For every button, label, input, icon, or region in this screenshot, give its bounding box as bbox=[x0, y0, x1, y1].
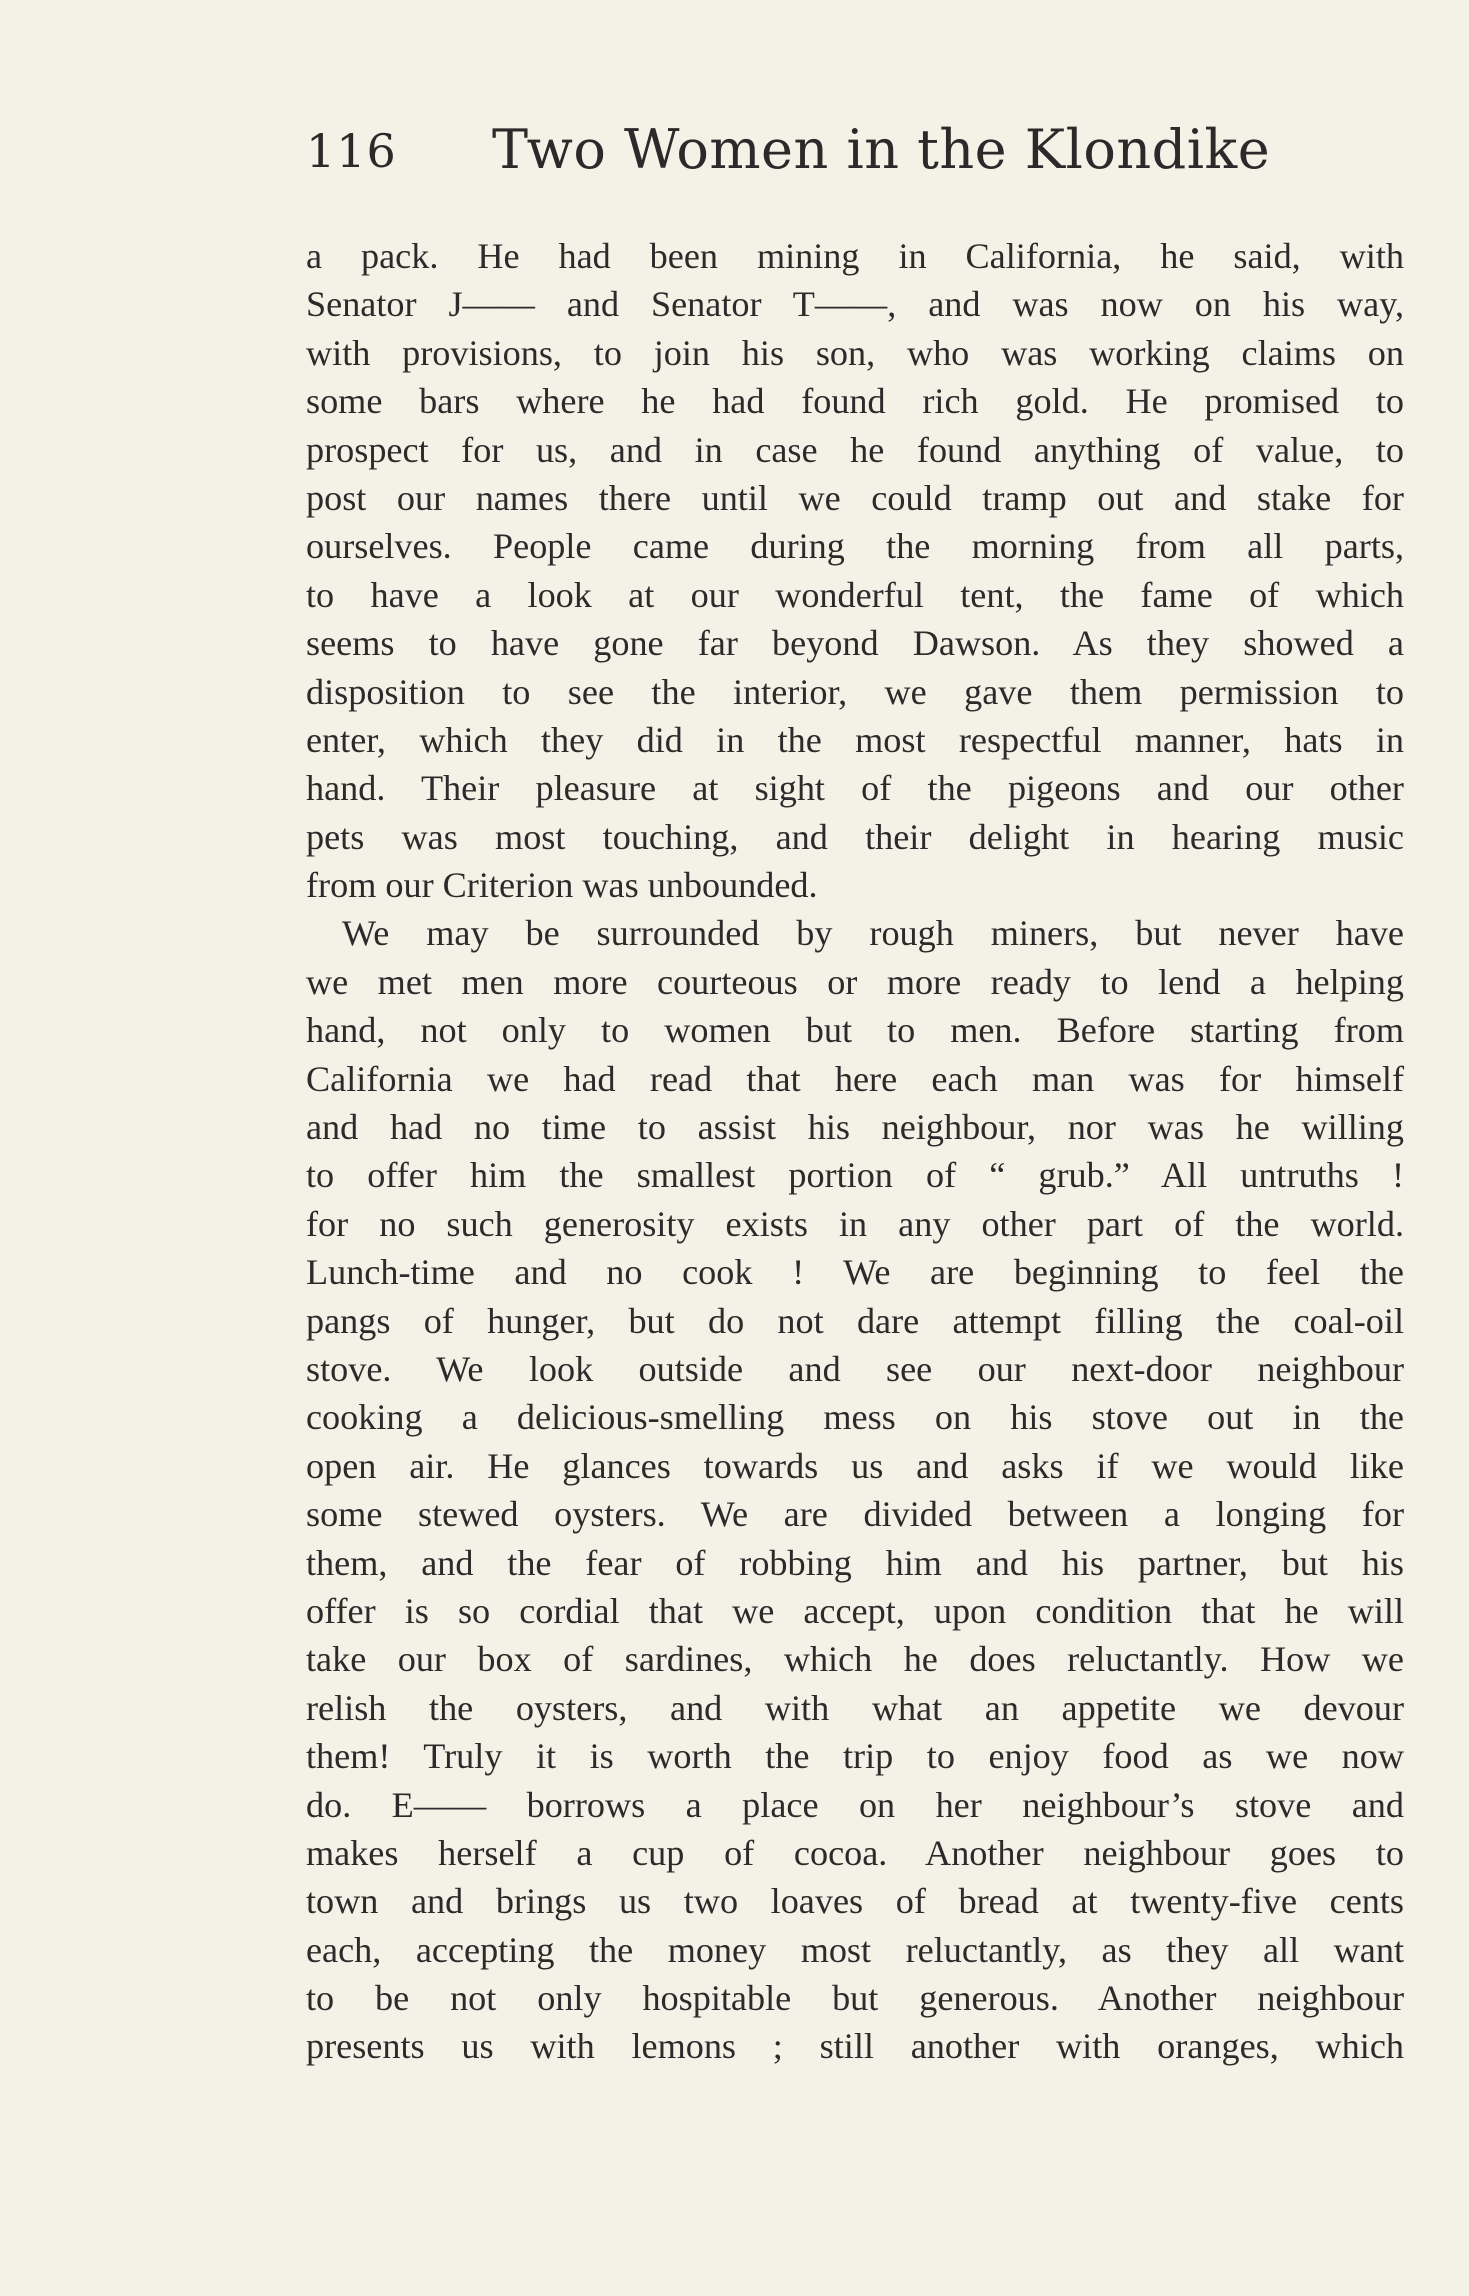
text-line: Senator J—— and Senator T——, and was now on his way, bbox=[306, 284, 1404, 325]
text-line: do. E—— borrows a place on her neighbour’s stove and bbox=[306, 1784, 1404, 1825]
text-line: town and brings us two loaves of bread at twenty-five cents bbox=[306, 1881, 1404, 1922]
text-line: to be not only hospitable but generous. Another neighbour bbox=[306, 1978, 1404, 2019]
text-line: relish the oysters, and with what an appetite we devour bbox=[306, 1687, 1404, 1728]
text-line: to offer him the smallest portion of “ grub.” All untruths ! bbox=[306, 1155, 1404, 1196]
text-line: post our names there until we could tramp out and stake for bbox=[306, 477, 1404, 518]
body-text bbox=[306, 232, 1404, 2071]
text-line: some bars where he had found rich gold. He promised to bbox=[306, 381, 1404, 422]
text-line: take our box of sardines, which he does reluctantly. How we bbox=[306, 1639, 1404, 1680]
text-line: hand, not only to women but to men. Before starting from bbox=[306, 1010, 1404, 1051]
text-line: offer is so cordial that we accept, upon condition that he will bbox=[306, 1590, 1404, 1631]
text-line: with provisions, to join his son, who was working claims on bbox=[306, 332, 1404, 373]
text-line: pets was most touching, and their delight in hearing music bbox=[306, 816, 1404, 857]
page-number: 116 bbox=[306, 124, 397, 178]
text-line: ourselves. People came during the morning from all parts, bbox=[306, 526, 1404, 567]
text-line: seems to have gone far beyond Dawson. As they showed a bbox=[306, 623, 1404, 664]
text-line: we met men more courteous or more ready to lend a helping bbox=[306, 961, 1404, 1002]
text-line: presents us with lemons ; still another with oranges, which bbox=[306, 2026, 1404, 2067]
text-line: and had no time to assist his neighbour, nor was he willing bbox=[306, 1107, 1404, 1148]
text-line: them! Truly it is worth the trip to enjoy food as we now bbox=[306, 1736, 1404, 1777]
page-header bbox=[306, 118, 1406, 188]
running-title: Two Women in the Klondike bbox=[492, 118, 1271, 181]
text-line: Lunch-time and no cook ! We are beginning to feel the bbox=[306, 1252, 1404, 1293]
paragraph-last-line: from our Criterion was unbounded. bbox=[306, 865, 818, 906]
text-line: them, and the fear of robbing him and his partner, but his bbox=[306, 1542, 1404, 1583]
text-line: cooking a delicious-smelling mess on his stove out in the bbox=[306, 1397, 1404, 1438]
text-line: disposition to see the interior, we gave them permission to bbox=[306, 671, 1404, 712]
text-line: a pack. He had been mining in California, he said, with bbox=[306, 236, 1404, 276]
paragraph-first-line: We may be surrounded by rough miners, but never have bbox=[342, 913, 1404, 954]
text-line: enter, which they did in the most respectful manner, hats in bbox=[306, 719, 1404, 760]
text-line: open air. He glances towards us and asks if we would like bbox=[306, 1445, 1404, 1486]
text-line: makes herself a cup of cocoa. Another neighbour goes to bbox=[306, 1832, 1404, 1873]
text-line: California we had read that here each man was for himself bbox=[306, 1058, 1404, 1099]
text-line: some stewed oysters. We are divided between a longing for bbox=[306, 1494, 1404, 1535]
text-line: prospect for us, and in case he found anything of value, to bbox=[306, 429, 1404, 470]
text-line: for no such generosity exists in any other part of the world. bbox=[306, 1203, 1404, 1244]
text-line: stove. We look outside and see our next-door neighbour bbox=[306, 1348, 1404, 1389]
text-line: hand. Their pleasure at sight of the pigeons and our other bbox=[306, 768, 1404, 809]
text-line: each, accepting the money most reluctantly, as they all want bbox=[306, 1929, 1404, 1970]
text-line: pangs of hunger, but do not dare attempt filling the coal-oil bbox=[306, 1300, 1404, 1341]
text-line: to have a look at our wonderful tent, the fame of which bbox=[306, 574, 1404, 615]
